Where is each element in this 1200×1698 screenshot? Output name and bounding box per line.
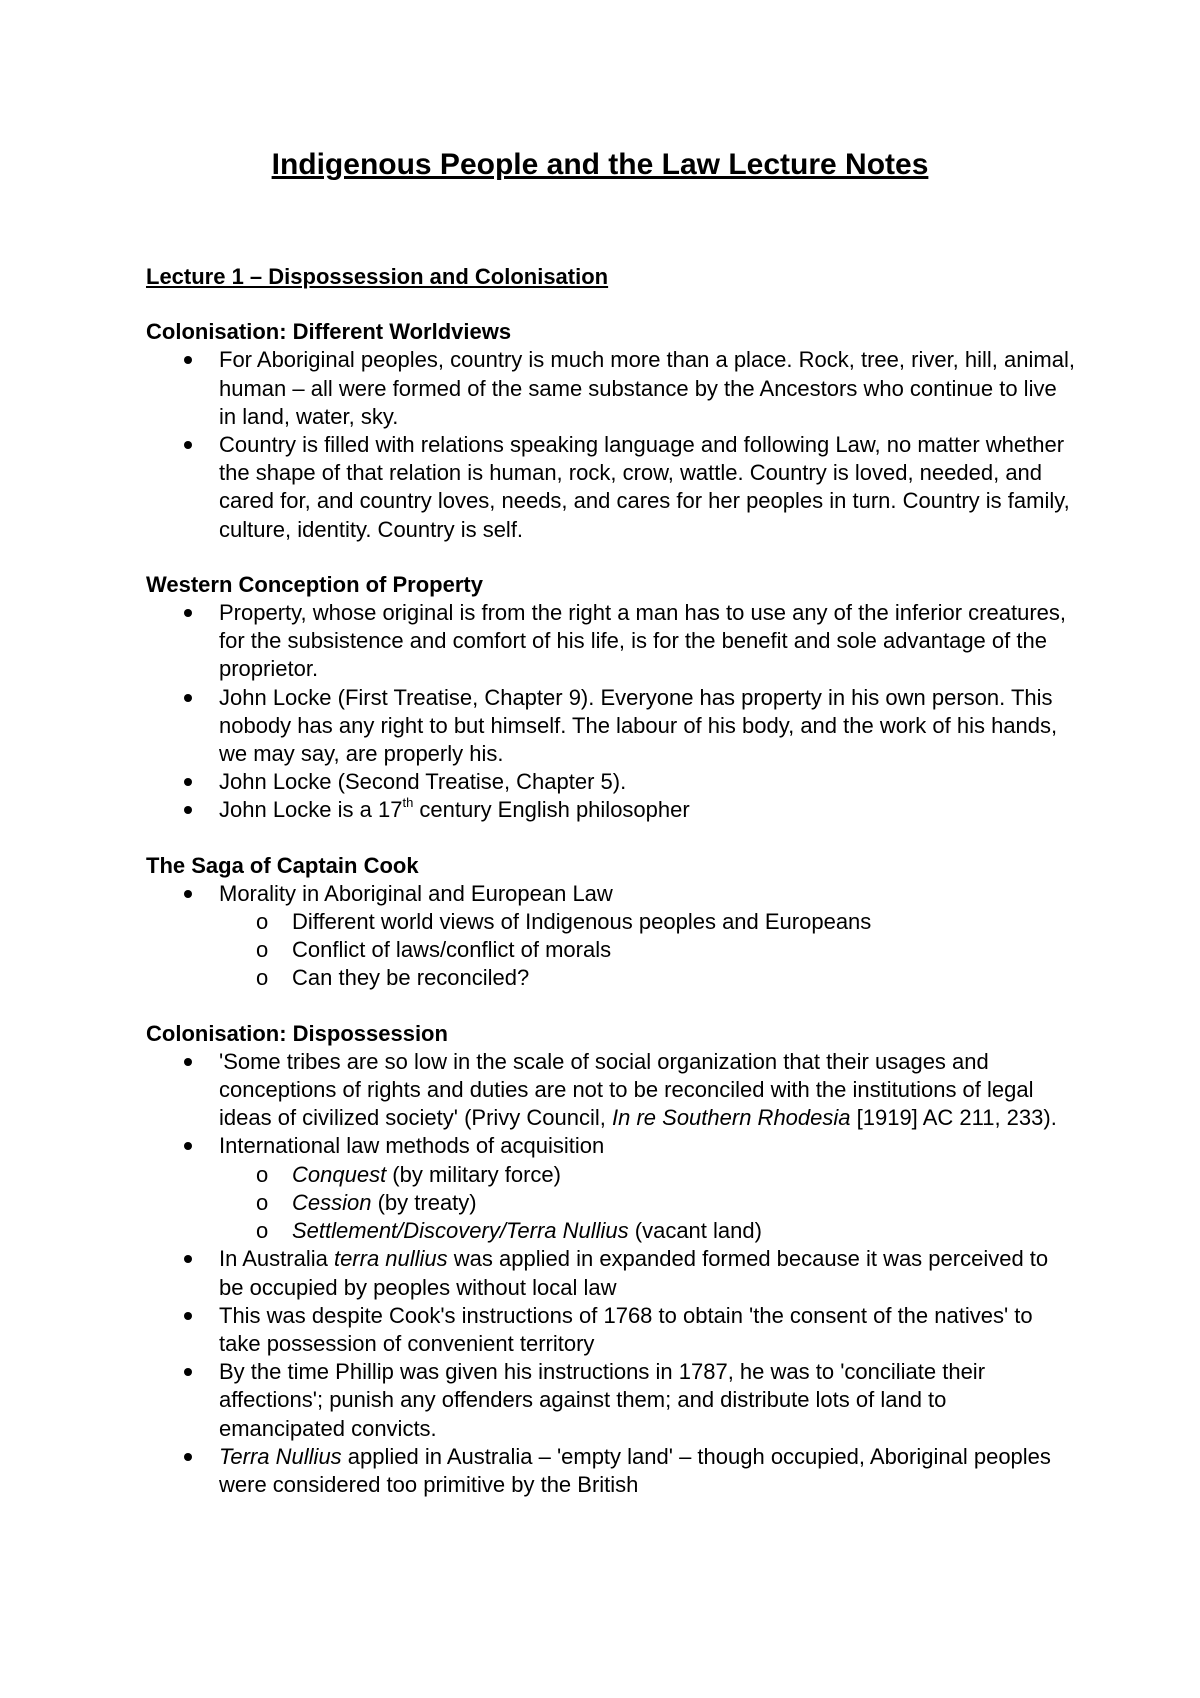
sub-list-item <box>146 1217 1076 1245</box>
sub-list <box>219 1161 1076 1246</box>
method-note: (vacant land) <box>628 1218 762 1244</box>
case-name: In re Southern Rhodesia <box>612 1105 851 1131</box>
list-item: For Aboriginal peoples, country is much more than a place. Rock, tree, river, hill, animal, human – all were formed of the same substance by the Ancestors who continue to live in land, water, sky. <box>146 346 1076 431</box>
sub-list-item <box>146 1189 1076 1217</box>
section-heading: Western Conception of Property <box>146 571 483 597</box>
bullet-list <box>146 1048 1076 1499</box>
italic-term: terra nullius <box>333 1246 448 1272</box>
list-item-text: Morality in Aboriginal and European Law <box>219 880 613 906</box>
section-captain-cook <box>146 852 1076 993</box>
italic-term: Terra Nullius <box>219 1443 342 1469</box>
list-item: John Locke (Second Treatise, Chapter 5). <box>146 768 1076 796</box>
sub-list-item: o Different world views of Indigenous peoples and Europeans <box>146 908 1076 936</box>
section-dispossession <box>146 1020 1076 1499</box>
sub-list-item <box>146 1161 1076 1189</box>
list-item <box>146 1443 1076 1499</box>
text-run: 'Some tribes are so low in the scale of social organization that their usages and conceptions of rights and duties are not to be reconciled with the institutions of legal ideas of civilized society' (Privy Council, <box>219 1048 1034 1131</box>
text-run: In Australia <box>219 1246 334 1272</box>
text-run: century English philosopher <box>413 797 690 823</box>
method-note: (by military force) <box>386 1161 561 1187</box>
text-run: applied in Australia – 'empty land' – though occupied, Aboriginal peoples were considered too primitive by the British <box>219 1443 1051 1497</box>
sub-list-item: o Conflict of laws/conflict of morals <box>146 936 1076 964</box>
list-item <box>146 1048 1076 1133</box>
text-run: John Locke is a 17 <box>219 797 403 823</box>
bullet-list <box>146 346 1076 543</box>
list-item <box>146 796 1076 824</box>
text-run: was applied in expanded formed because it was perceived to be occupied by peoples without local law <box>219 1246 1049 1300</box>
section-worldviews <box>146 318 1076 544</box>
method-note: (by treaty) <box>371 1189 477 1215</box>
list-item: Country is filled with relations speaking language and following Law, no matter whether the shape of that relation is human, rock, crow, wattle. Country is loved, needed, and cared for, and country loves, needs, and cares for her peoples in turn. Country is family, culture, identity. Country is self. <box>146 431 1076 544</box>
method-term: Conquest <box>292 1161 387 1187</box>
sub-list <box>219 908 1076 993</box>
document-page <box>146 145 1076 1526</box>
section-heading: The Saga of Captain Cook <box>146 852 419 878</box>
list-item: John Locke (First Treatise, Chapter 9). Everyone has property in his own person. This nobody has any right to but himself. The labour of his body, and the work of his hands, we may say, are properly his. <box>146 684 1076 769</box>
lecture-heading: Lecture 1 – Dispossession and Colonisation <box>146 264 609 289</box>
sub-list-item: o Can they be reconciled? <box>146 964 1076 992</box>
section-heading: Colonisation: Dispossession <box>146 1020 448 1046</box>
list-item: This was despite Cook's instructions of 1768 to obtain 'the consent of the natives' to take possession of convenient territory <box>146 1302 1076 1358</box>
list-item <box>146 1245 1076 1301</box>
section-property <box>146 571 1076 825</box>
list-item-text: International law methods of acquisition <box>219 1133 605 1159</box>
method-term: Settlement/Discovery/Terra Nullius <box>292 1218 629 1244</box>
page-title: Indigenous People and the Law Lecture Notes <box>271 148 929 181</box>
superscript: th <box>402 795 414 811</box>
list-item <box>146 880 1076 993</box>
bullet-list <box>146 880 1076 993</box>
section-heading: Colonisation: Different Worldviews <box>146 319 512 345</box>
list-item <box>146 1132 1076 1245</box>
list-item: Property, whose original is from the right a man has to use any of the inferior creatures, for the subsistence and comfort of his life, is for the benefit and sole advantage of the proprietor. <box>146 599 1076 684</box>
bullet-list <box>146 599 1076 825</box>
method-term: Cession <box>292 1189 372 1215</box>
text-run: [1919] AC 211, 233). <box>850 1105 1057 1131</box>
list-item: By the time Phillip was given his instructions in 1787, he was to 'conciliate their affections'; punish any offenders against them; and distribute lots of land to emancipated convicts. <box>146 1358 1076 1443</box>
